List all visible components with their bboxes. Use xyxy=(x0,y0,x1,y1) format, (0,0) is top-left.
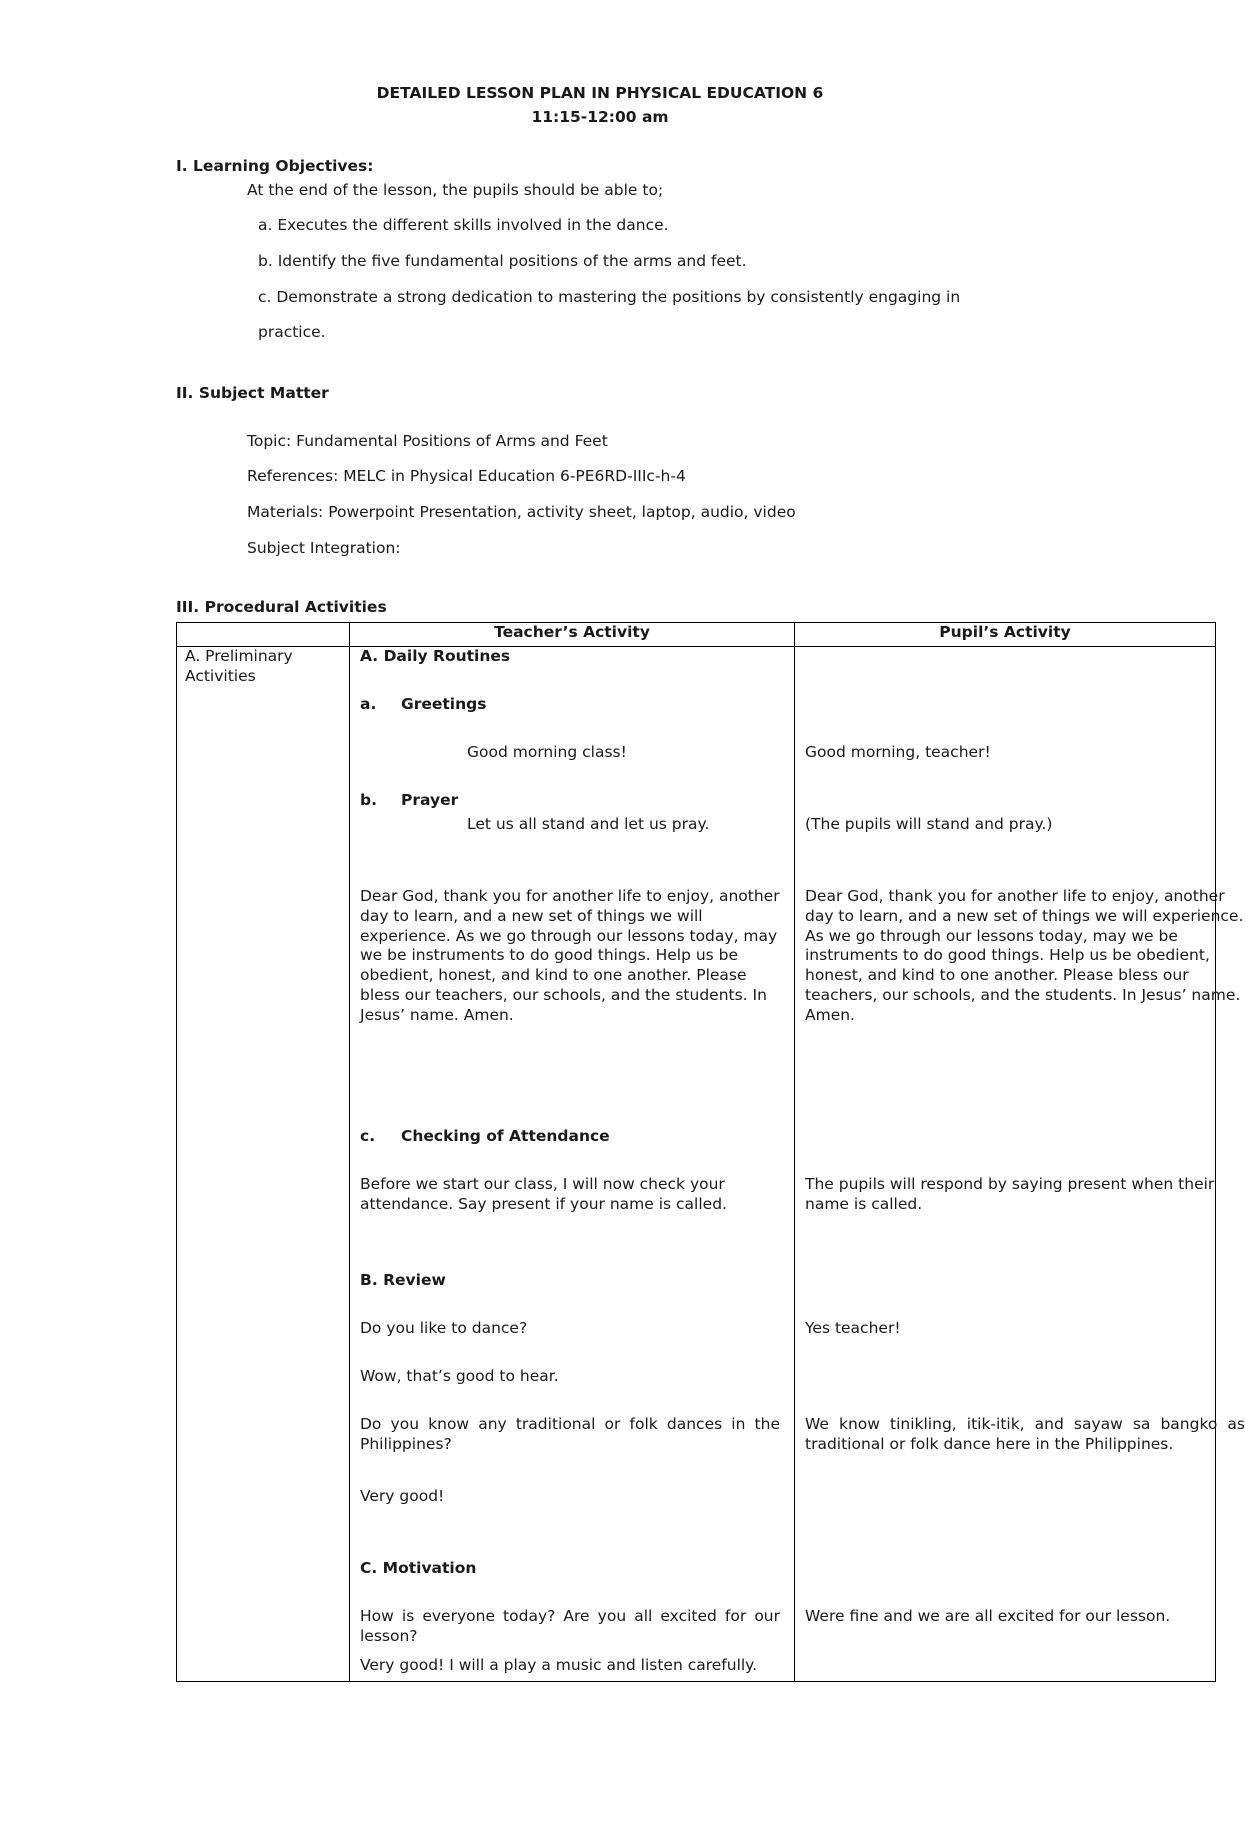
motivation-response: Very good! I will a play a music and listen carefully. xyxy=(360,1656,758,1674)
motivation-label: C. Motivation xyxy=(360,1559,477,1577)
pupil-review-answer: We know tinikling, itik-itik, and sayaw sa bangko as traditional or folk dance here in the Philippines. xyxy=(805,1415,1245,1453)
objective-item: a. Executes the different skills involved in the dance. xyxy=(258,216,669,234)
page-title: DETAILED LESSON PLAN IN PHYSICAL EDUCATION 6 xyxy=(376,84,824,102)
objectives-intro: At the end of the lesson, the pupils should be able to; xyxy=(247,181,664,199)
procedure-heading: III. Procedural Activities xyxy=(176,598,387,616)
objective-item: practice. xyxy=(258,323,326,341)
procedure-table xyxy=(176,622,1245,1682)
subject-matter-heading: II. Subject Matter xyxy=(176,384,329,402)
subject-references: References: MELC in Physical Education 6-PE6RD-IIIc-h-4 xyxy=(247,467,686,485)
greetings-label: Greetings xyxy=(401,695,487,713)
objective-item: b. Identify the five fundamental positions of the arms and feet. xyxy=(258,252,747,270)
teacher-greeting: Good morning class! xyxy=(467,743,627,761)
review-label: B. Review xyxy=(360,1271,446,1289)
prayer-letter: b. xyxy=(360,791,377,809)
pupil-prayer-action: (The pupils will stand and pray.) xyxy=(805,815,1053,833)
subject-integration: Subject Integration: xyxy=(247,539,401,557)
lesson-time: 11:15-12:00 am xyxy=(531,108,669,126)
daily-routines-label: A. Daily Routines xyxy=(360,647,511,665)
attendance-label: Checking of Attendance xyxy=(401,1127,610,1145)
attendance-letter: c. xyxy=(360,1127,376,1145)
objectives-heading: I. Learning Objectives: xyxy=(176,157,374,175)
pupil-prayer-text: Dear God, thank you for another life to enjoy, another day to learn, and a new set of things we will experience. As we go through our lessons today, may we be instruments to do good things. Help us be obedient, honest, and kind to one another. Please bless our teachers, our schools, and the students. In Jesus’ name. Amen. xyxy=(805,887,1244,1024)
pupil-attendance-reply: The pupils will respond by saying present when their name is called. xyxy=(805,1175,1215,1213)
stage-label: A. Preliminary Activities xyxy=(185,647,293,685)
pupil-greeting-reply: Good morning, teacher! xyxy=(805,743,991,761)
subject-topic: Topic: Fundamental Positions of Arms and Feet xyxy=(247,432,608,450)
attendance-text: Before we start our class, I will now check your attendance. Say present if your name is called. xyxy=(360,1175,727,1213)
review-response: Wow, that’s good to hear. xyxy=(360,1367,559,1385)
prayer-instruction: Let us all stand and let us pray. xyxy=(467,815,710,833)
header-blank-cell xyxy=(177,623,350,647)
prayer-label: Prayer xyxy=(401,791,459,809)
pupil-motivation-answer: Were fine and we are all excited for our lesson. xyxy=(805,1607,1171,1625)
review-question: Do you know any traditional or folk dances in the Philippines? xyxy=(360,1415,780,1453)
stage-cell xyxy=(177,647,350,1682)
teacher-prayer-text: Dear God, thank you for another life to enjoy, another day to learn, and a new set of things we will experience. As we go through our lessons today, may we be instruments to do good things. Help us be obedient, honest, and kind to one another. Please bless our teachers, our schools, and the students. In Jesus’ name. Amen. xyxy=(360,887,780,1024)
review-question: Do you like to dance? xyxy=(360,1319,528,1337)
table-row xyxy=(177,647,1216,1682)
table-header-row xyxy=(177,623,1216,647)
greetings-letter: a. xyxy=(360,695,377,713)
subject-materials: Materials: Powerpoint Presentation, activity sheet, laptop, audio, video xyxy=(247,503,796,521)
teacher-column-header: Teacher’s Activity xyxy=(350,623,795,647)
objective-item: c. Demonstrate a strong dedication to mastering the positions by consistently engaging in xyxy=(258,288,961,306)
review-response: Very good! xyxy=(360,1487,445,1505)
pupil-column-header: Pupil’s Activity xyxy=(795,623,1216,647)
motivation-question: How is everyone today? Are you all excited for our lesson? xyxy=(360,1607,780,1645)
teacher-activity-cell xyxy=(350,647,795,1682)
pupil-review-answer: Yes teacher! xyxy=(805,1319,901,1337)
pupil-activity-cell xyxy=(795,647,1245,1682)
